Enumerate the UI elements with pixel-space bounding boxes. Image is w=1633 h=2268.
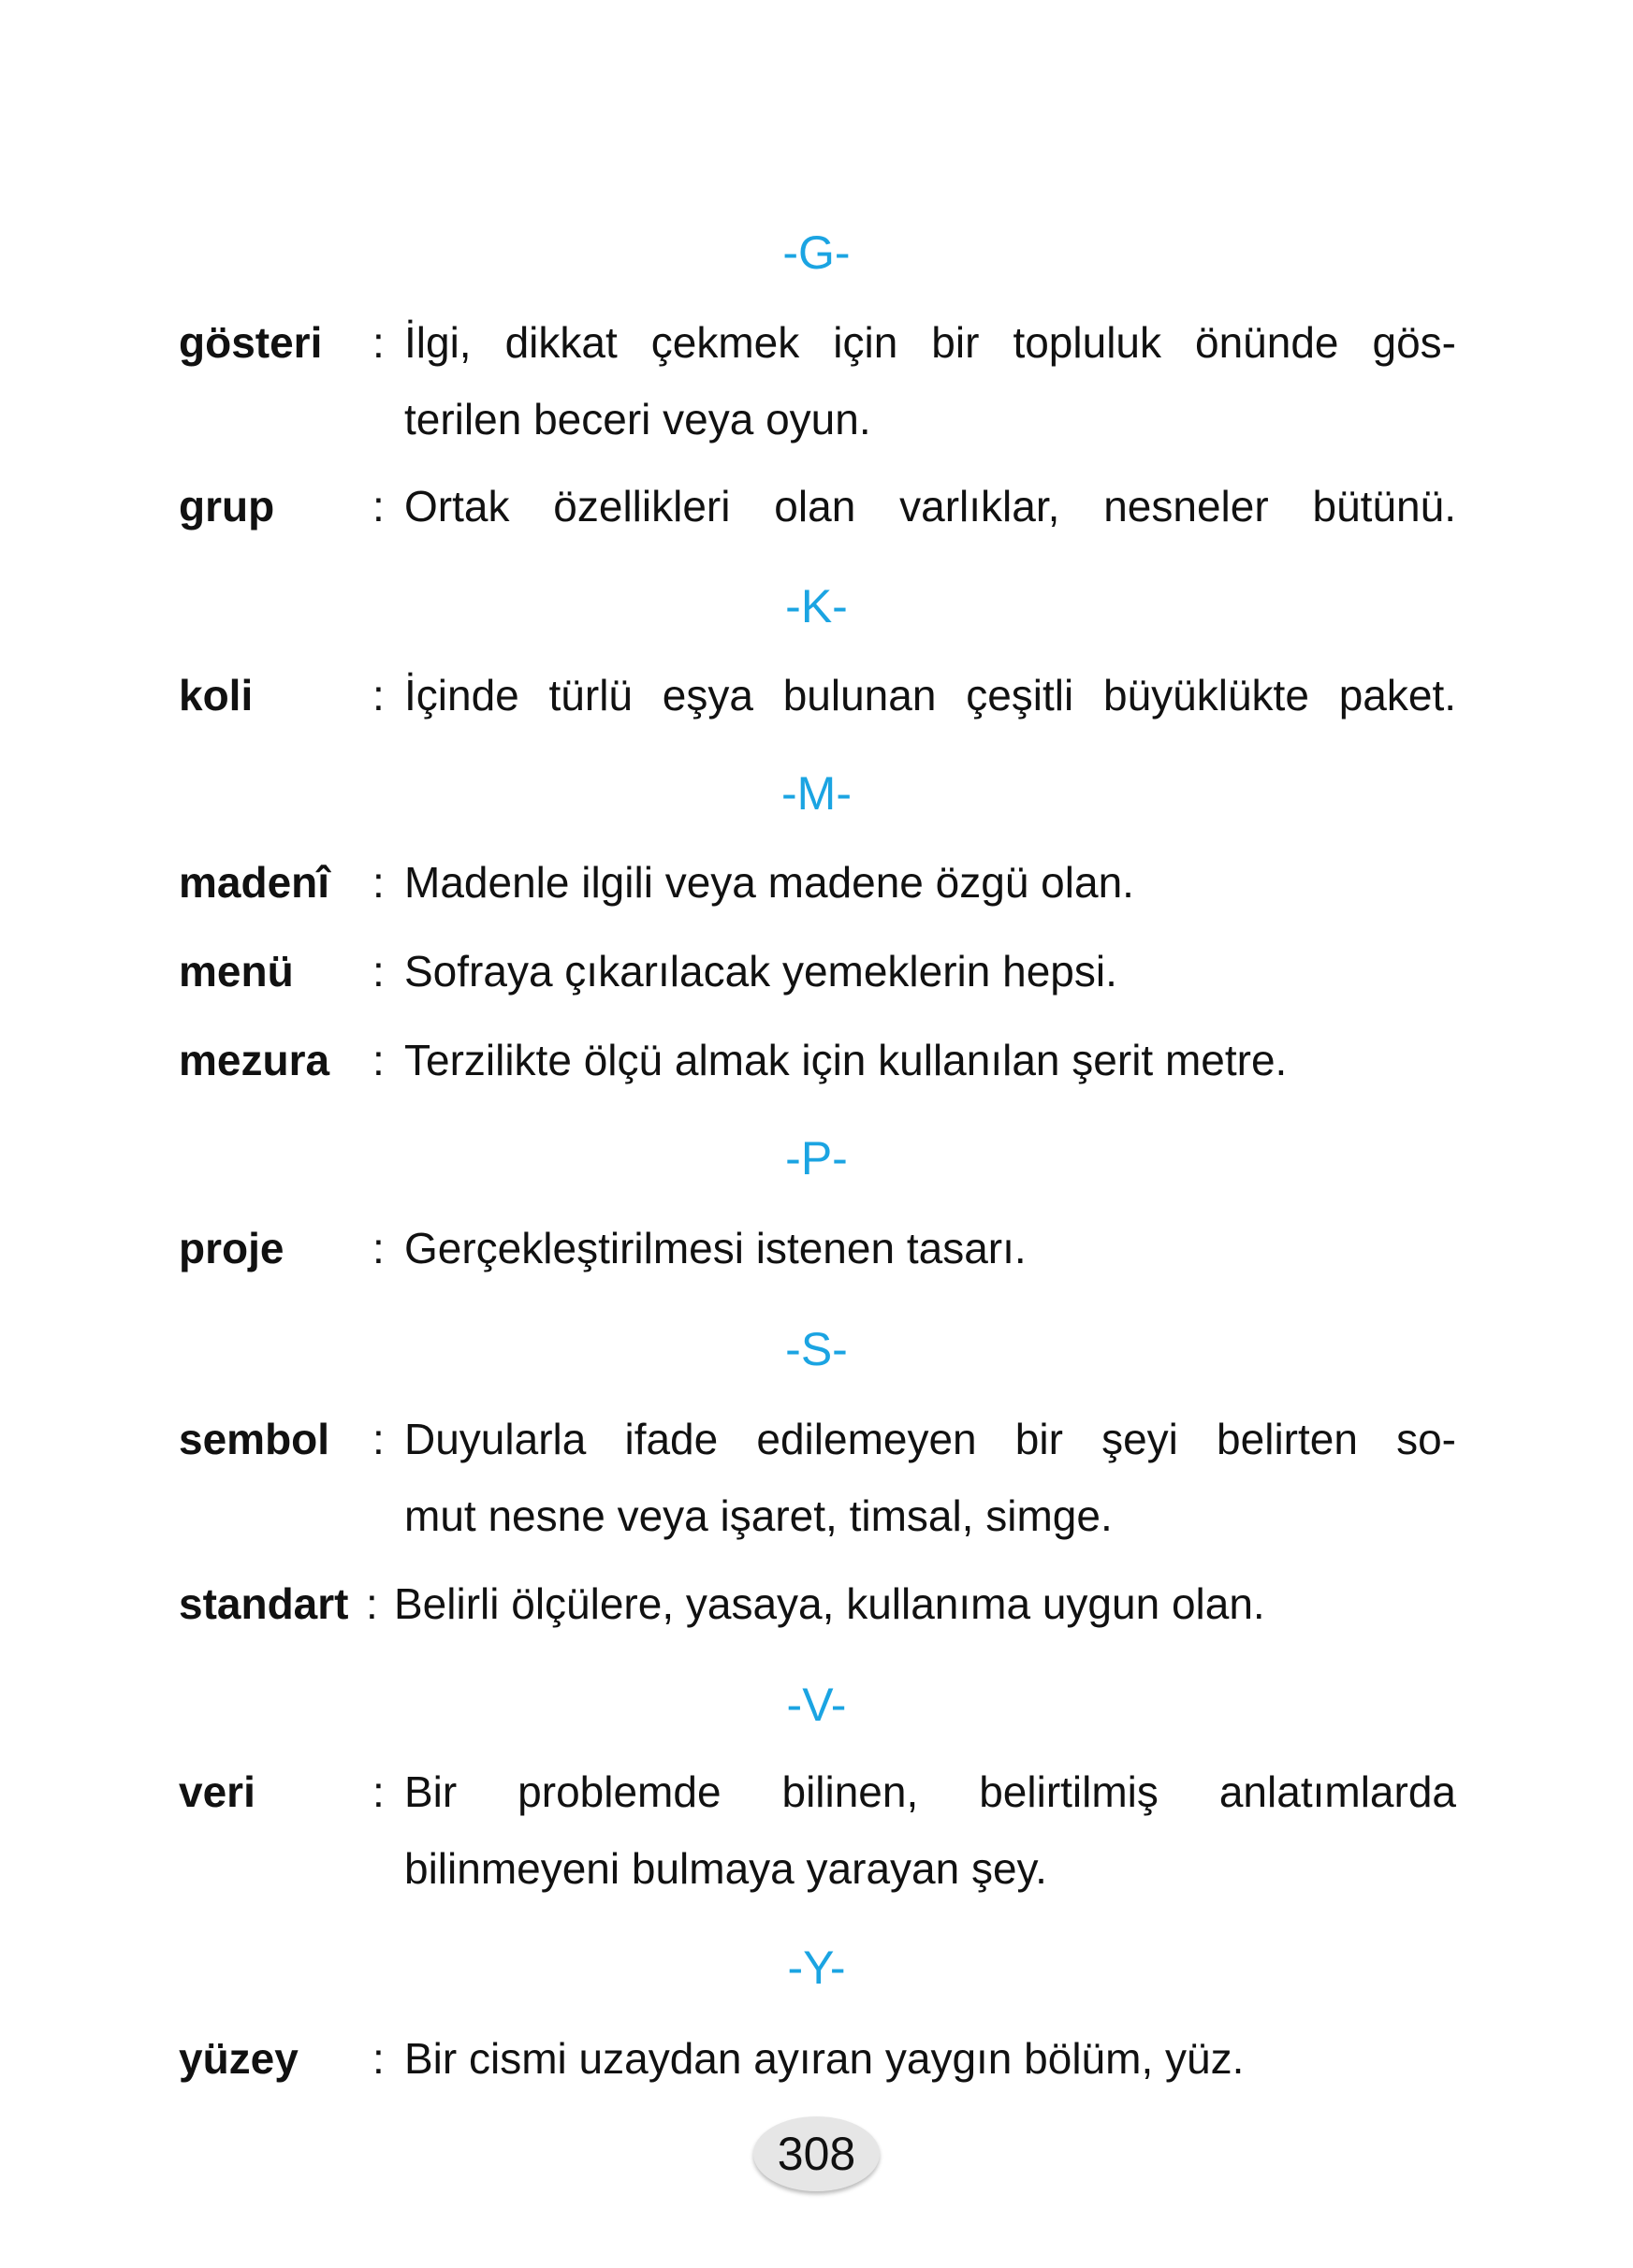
entry-colon: : bbox=[372, 1224, 385, 1272]
section-heading-p: -P- bbox=[785, 1132, 848, 1185]
entry-colon: : bbox=[372, 947, 385, 996]
entry-term: gösteri bbox=[179, 318, 323, 367]
entry-definition bbox=[404, 1764, 1456, 1917]
entry-colon: : bbox=[372, 1415, 385, 1463]
entry-colon: : bbox=[366, 1579, 378, 1628]
entry-colon: : bbox=[372, 2034, 385, 2083]
entry-definition bbox=[404, 943, 1456, 1020]
entry-definition bbox=[404, 2030, 1456, 2107]
definition-line: İçinde türlü eşya bulunan çeşitli büyüklükte paket. bbox=[404, 671, 1456, 720]
entry-term: sembol bbox=[179, 1415, 330, 1463]
entry-definition bbox=[404, 854, 1456, 931]
entry-definition bbox=[404, 1411, 1456, 1564]
entry-definition bbox=[404, 1032, 1456, 1109]
entry-definition bbox=[394, 1576, 1456, 1652]
section-heading-g: -G- bbox=[782, 226, 851, 279]
section-heading-m: -M- bbox=[781, 767, 852, 820]
entry-definition bbox=[404, 314, 1456, 468]
entry-colon: : bbox=[372, 318, 385, 367]
entry-definition bbox=[404, 1220, 1456, 1297]
entry-term: veri bbox=[179, 1767, 255, 1816]
entry-definition bbox=[404, 478, 1456, 555]
definition-line: Sofraya çıkarılacak yemeklerin hepsi. bbox=[404, 947, 1117, 996]
definition-line: Bir problemde bilinen, belirtilmiş anlatımlarda bbox=[404, 1767, 1456, 1816]
entry-colon: : bbox=[372, 1767, 385, 1816]
section-heading-k: -K- bbox=[785, 580, 848, 632]
definition-line: Duyularla ifade edilemeyen bir şeyi belirten so- bbox=[404, 1415, 1456, 1463]
definition-line: Madenle ilgili veya madene özgü olan. bbox=[404, 858, 1134, 907]
entry-term: madenî bbox=[179, 858, 330, 907]
entry-term: standart bbox=[179, 1579, 349, 1628]
definition-line: terilen beceri veya oyun. bbox=[404, 395, 871, 443]
entry-term: proje bbox=[179, 1224, 284, 1272]
definition-line: Ortak özellikleri olan varlıklar, nesneler bütünü. bbox=[404, 482, 1456, 531]
definition-line: Belirli ölçülere, yasaya, kullanıma uygun olan. bbox=[394, 1579, 1265, 1628]
entry-term: grup bbox=[179, 482, 275, 531]
entry-term: koli bbox=[179, 671, 254, 720]
definition-line: Terzilikte ölçü almak için kullanılan şerit metre. bbox=[404, 1036, 1288, 1084]
entry-colon: : bbox=[372, 1036, 385, 1084]
definition-line: mut nesne veya işaret, timsal, simge. bbox=[404, 1491, 1113, 1540]
definition-line: Bir cismi uzaydan ayıran yaygın bölüm, yüz. bbox=[404, 2034, 1245, 2083]
definition-line: Gerçekleştirilmesi istenen tasarı. bbox=[404, 1224, 1027, 1272]
entry-colon: : bbox=[372, 482, 385, 531]
definition-line: İlgi, dikkat çekmek için bir topluluk önünde gös- bbox=[404, 318, 1456, 367]
section-heading-y: -Y- bbox=[787, 1941, 846, 1994]
entry-colon: : bbox=[372, 671, 385, 720]
entry-term: mezura bbox=[179, 1036, 330, 1084]
entry-term: menü bbox=[179, 947, 294, 996]
definition-line: bilinmeyeni bulmaya yarayan şey. bbox=[404, 1844, 1047, 1893]
entry-definition bbox=[404, 667, 1456, 744]
section-heading-v: -V- bbox=[786, 1679, 847, 1731]
entry-term: yüzey bbox=[179, 2034, 299, 2083]
entry-colon: : bbox=[372, 858, 385, 907]
section-heading-s: -S- bbox=[785, 1323, 848, 1375]
page-number: 308 bbox=[753, 2116, 880, 2191]
